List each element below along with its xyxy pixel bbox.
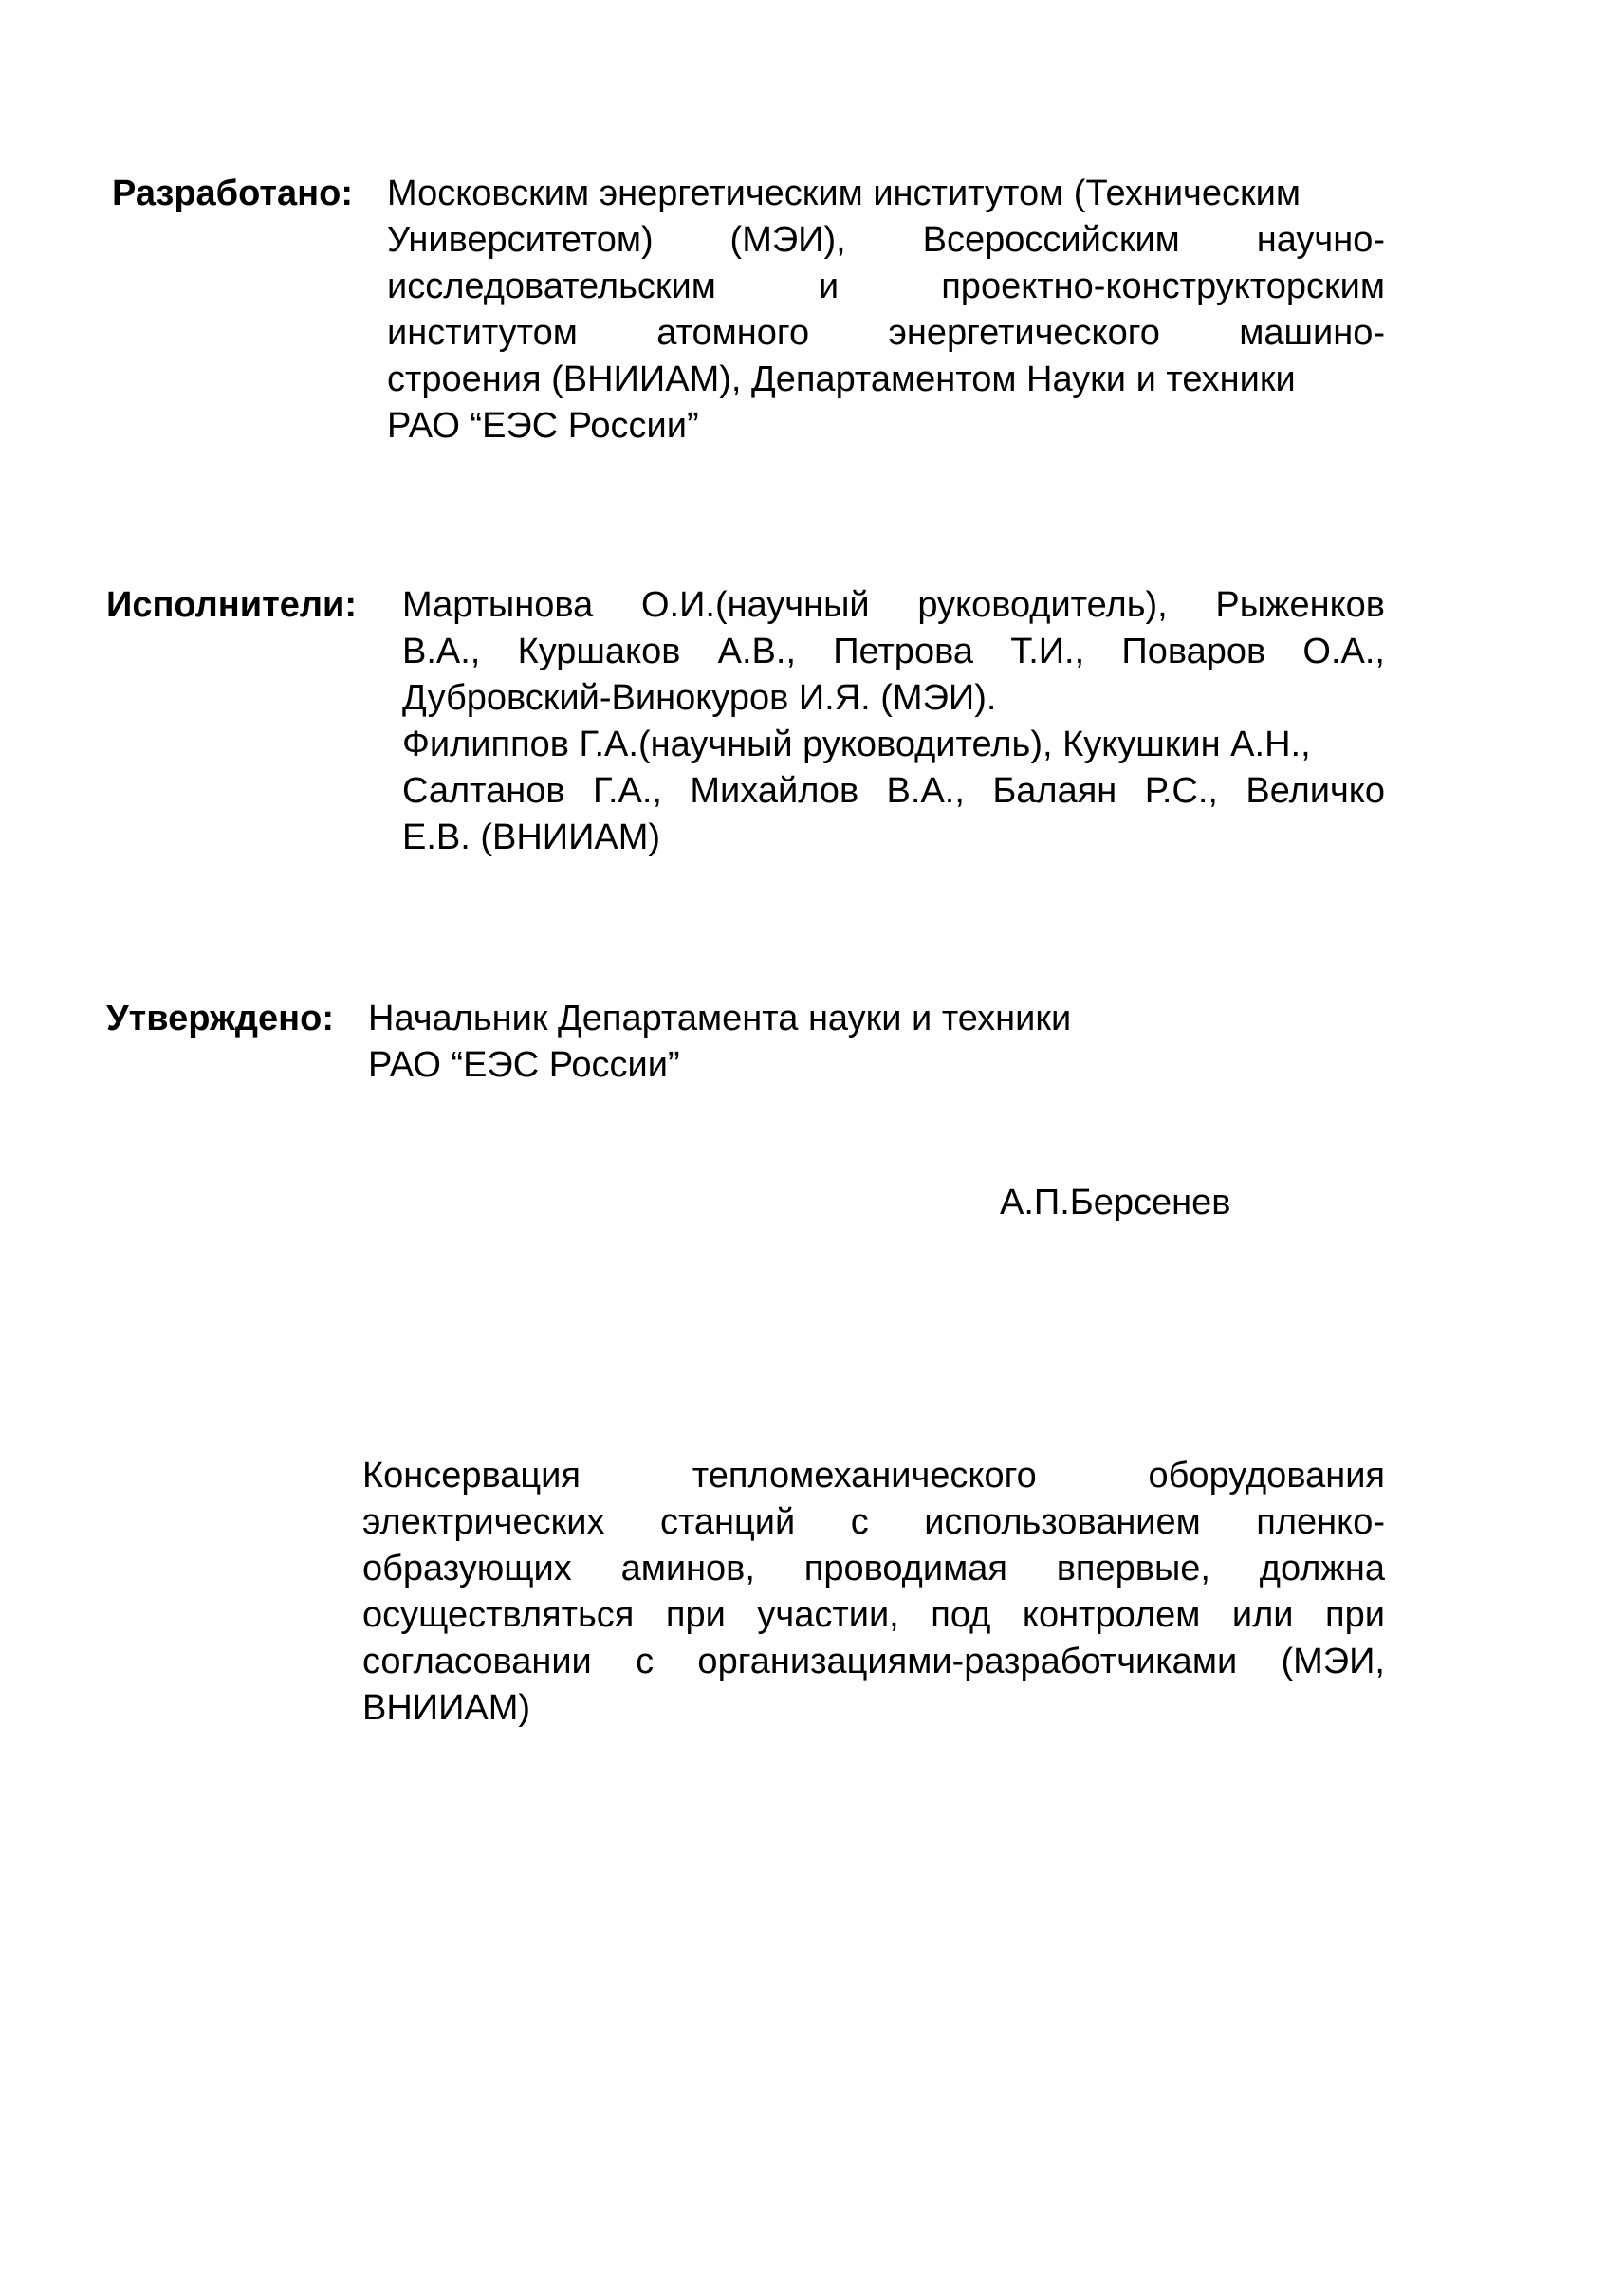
developed-label: Разработано: [112,174,353,213]
note-line-4: осуществляться при участии, под контролем или при [362,1595,1385,1635]
executors-text [402,582,1385,861]
signatory-name: А.П.Берсенев [1000,1183,1231,1222]
note-line-6: ВНИИАМ) [362,1688,531,1728]
note-line-3: образующих аминов, проводимая впервые, должна [362,1549,1385,1589]
developed-line-2: Университетом) (МЭИ), Всероссийским научно- [387,220,1385,260]
developed-text [387,171,1385,450]
executors-line-5: Салтанов Г.А., Михайлов В.А., Балаян Р.С., Величко [402,771,1385,811]
note-line-1: Консервация тепломеханического оборудования [362,1456,1385,1496]
executors-line-1: Мартынова О.И.(научный руководитель), Рыженков [402,585,1385,625]
developed-line-3: исследовательским и проектно-конструкторским [387,266,1385,306]
note-line-2: электрических станций с использованием пленко- [362,1502,1385,1542]
executors-line-6: Е.В. (ВНИИАМ) [402,817,661,857]
developed-line-1: Московским энергетическим институтом (Техническим [387,174,1301,213]
developed-line-6: РАО “ЕЭС России” [387,406,699,446]
note-line-5: согласовании с организациями-разработчиками (МЭИ, [362,1642,1385,1681]
approved-line-2: РАО “ЕЭС России” [368,1045,680,1085]
note-section [362,1453,1385,1732]
executors-line-4: Филиппов Г.А.(научный руководитель), Кукушкин А.Н., [402,725,1311,764]
executors-line-3: Дубровский-Винокуров И.Я. (МЭИ). [402,678,997,718]
approved-line-1: Начальник Департамента науки и техники [368,999,1072,1038]
developed-line-4: институтом атомного энергетического машино- [387,313,1385,353]
executors-label: Исполнители: [106,585,358,625]
executors-line-2: В.А., Куршаков А.В., Петрова Т.И., Поваров О.А., [402,632,1385,671]
approved-label: Утверждено: [106,999,334,1038]
approved-text [368,996,1222,1089]
developed-line-5: строения (ВНИИАМ), Департаментом Науки и техники [387,359,1296,399]
